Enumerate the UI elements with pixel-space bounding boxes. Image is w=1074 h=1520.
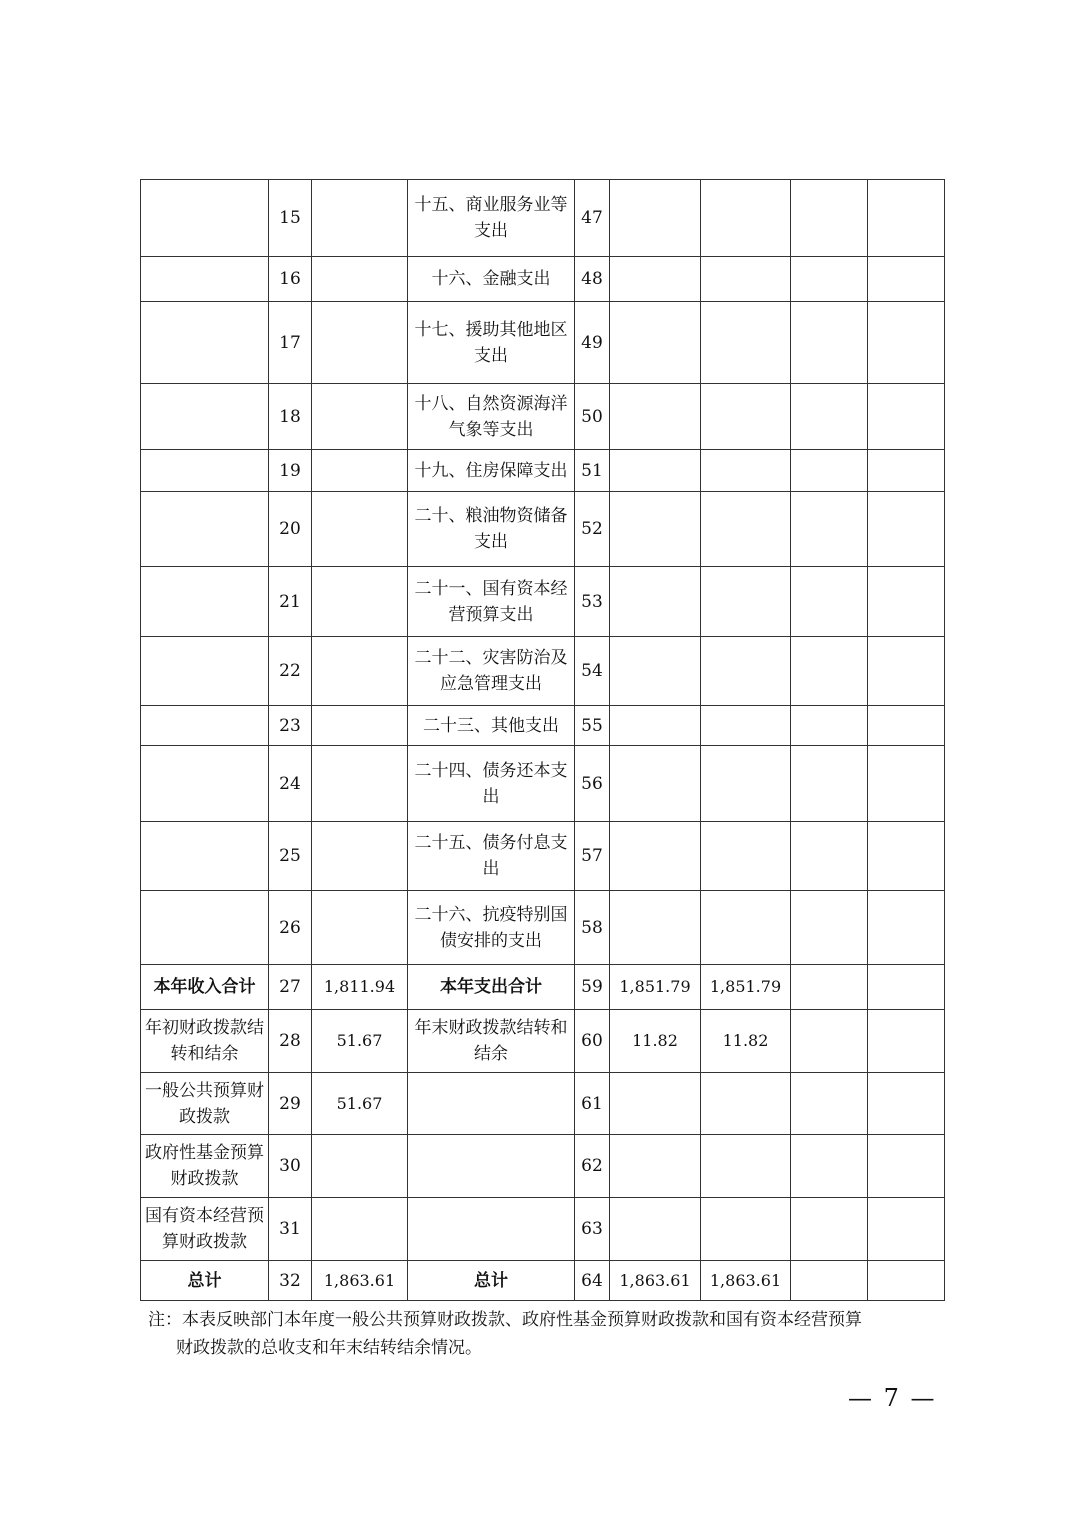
table-cell-g (701, 492, 791, 567)
table-cell-a (141, 706, 269, 746)
table-cell-d (408, 1198, 575, 1261)
table-cell-g: 1,851.79 (701, 965, 791, 1010)
table-cell-f (610, 492, 701, 567)
table-cell-h (791, 891, 868, 965)
table-cell-b: 31 (269, 1198, 312, 1261)
table-cell-c (312, 567, 408, 637)
table-row (141, 706, 945, 746)
table-cell-i (868, 302, 945, 384)
table-cell-d: 本年支出合计 (408, 965, 575, 1010)
table-row (141, 450, 945, 492)
table-cell-h (791, 257, 868, 302)
table-cell-i (868, 1135, 945, 1198)
table-cell-c: 1,811.94 (312, 965, 408, 1010)
table-cell-f (610, 450, 701, 492)
table-cell-e: 47 (575, 180, 610, 257)
table-cell-c (312, 891, 408, 965)
table-cell-c (312, 706, 408, 746)
table-cell-d: 十八、自然资源海洋气象等支出 (408, 384, 575, 450)
table-cell-a (141, 257, 269, 302)
table-cell-c (312, 384, 408, 450)
table-cell-h (791, 637, 868, 706)
table-cell-c (312, 746, 408, 822)
table-cell-e: 64 (575, 1261, 610, 1301)
note-line-1: 注：本表反映部门本年度一般公共预算财政拨款、政府性基金预算财政拨款和国有资本经营预算 (148, 1310, 862, 1330)
table-cell-c: 51.67 (312, 1010, 408, 1073)
table-row (141, 637, 945, 706)
table-cell-b: 28 (269, 1010, 312, 1073)
table-cell-h (791, 706, 868, 746)
table-row (141, 822, 945, 891)
table-cell-i (868, 384, 945, 450)
table-cell-e: 58 (575, 891, 610, 965)
table-cell-e: 48 (575, 257, 610, 302)
table-cell-b: 22 (269, 637, 312, 706)
table-cell-h (791, 746, 868, 822)
table-cell-f (610, 1073, 701, 1135)
table-cell-i (868, 492, 945, 567)
table-cell-d: 年末财政拨款结转和结余 (408, 1010, 575, 1073)
table-cell-b: 32 (269, 1261, 312, 1301)
table-cell-a: 总计 (141, 1261, 269, 1301)
table-cell-a: 一般公共预算财政拨款 (141, 1073, 269, 1135)
table-cell-g (701, 257, 791, 302)
table-cell-h (791, 965, 868, 1010)
table-cell-i (868, 450, 945, 492)
table-cell-h (791, 1198, 868, 1261)
table-cell-g (701, 891, 791, 965)
table-cell-g: 11.82 (701, 1010, 791, 1073)
table-cell-i (868, 965, 945, 1010)
table-row (141, 567, 945, 637)
table-cell-e: 55 (575, 706, 610, 746)
table-cell-a (141, 384, 269, 450)
table-cell-i (868, 1010, 945, 1073)
table-cell-g (701, 706, 791, 746)
table-cell-f (610, 706, 701, 746)
table-cell-a (141, 822, 269, 891)
table-cell-c (312, 257, 408, 302)
table-cell-f (610, 180, 701, 257)
table-note (148, 1306, 948, 1362)
table-cell-a (141, 492, 269, 567)
table-cell-i (868, 567, 945, 637)
table-cell-f (610, 302, 701, 384)
note-line-2: 财政拨款的总收支和年末结转结余情况。 (176, 1338, 482, 1358)
table-cell-d: 二十三、其他支出 (408, 706, 575, 746)
table-row (141, 1261, 945, 1301)
table-cell-f: 11.82 (610, 1010, 701, 1073)
table-row (141, 891, 945, 965)
table-cell-g (701, 180, 791, 257)
table-cell-c: 51.67 (312, 1073, 408, 1135)
table-cell-g (701, 1198, 791, 1261)
table-cell-e: 57 (575, 822, 610, 891)
table-cell-h (791, 450, 868, 492)
table-cell-g (701, 822, 791, 891)
table-cell-c (312, 822, 408, 891)
table-cell-h (791, 492, 868, 567)
table-cell-i (868, 637, 945, 706)
table-cell-d: 二十一、国有资本经营预算支出 (408, 567, 575, 637)
table-row (141, 965, 945, 1010)
table-row (141, 302, 945, 384)
table-cell-a: 政府性基金预算财政拨款 (141, 1135, 269, 1198)
table-cell-b: 30 (269, 1135, 312, 1198)
table-cell-i (868, 1198, 945, 1261)
table-cell-e: 54 (575, 637, 610, 706)
table-cell-h (791, 1010, 868, 1073)
table-cell-e: 62 (575, 1135, 610, 1198)
table-cell-e: 56 (575, 746, 610, 822)
table-cell-g (701, 1073, 791, 1135)
table-cell-b: 20 (269, 492, 312, 567)
table-cell-c (312, 1198, 408, 1261)
table-cell-c (312, 180, 408, 257)
table-cell-a (141, 450, 269, 492)
table-cell-b: 24 (269, 746, 312, 822)
table-cell-a (141, 637, 269, 706)
table-cell-h (791, 180, 868, 257)
table-cell-i (868, 822, 945, 891)
table-row (141, 257, 945, 302)
table-cell-d: 十六、金融支出 (408, 257, 575, 302)
table-cell-f: 1,851.79 (610, 965, 701, 1010)
table-cell-d: 二十二、灾害防治及应急管理支出 (408, 637, 575, 706)
table-cell-a (141, 180, 269, 257)
table-cell-i (868, 706, 945, 746)
table-cell-h (791, 1135, 868, 1198)
table-cell-a (141, 1198, 269, 1261)
table-cell-f (610, 822, 701, 891)
table-cell-b: 27 (269, 965, 312, 1010)
table-row (141, 1010, 945, 1073)
page-number: — 7 — (848, 1384, 937, 1412)
table-row (141, 180, 945, 257)
table-row (141, 1198, 945, 1261)
table-row (141, 746, 945, 822)
table-cell-d: 二十五、债务付息支出 (408, 822, 575, 891)
table-cell-h (791, 384, 868, 450)
table-cell-f (610, 1135, 701, 1198)
table-cell-h (791, 1073, 868, 1135)
table-cell-h (791, 1261, 868, 1301)
table-cell-d: 十七、援助其他地区支出 (408, 302, 575, 384)
table-cell-g (701, 567, 791, 637)
table-cell-g (701, 746, 791, 822)
table-cell-c (312, 302, 408, 384)
table-cell-f (610, 384, 701, 450)
table-cell-c (312, 450, 408, 492)
table-cell-a (141, 567, 269, 637)
table-cell-f (610, 891, 701, 965)
table-cell-e: 60 (575, 1010, 610, 1073)
table-cell-d: 二十、粮油物资储备支出 (408, 492, 575, 567)
table-cell-c: 1,863.61 (312, 1261, 408, 1301)
table-cell-f (610, 637, 701, 706)
table-cell-d: 十五、商业服务业等支出 (408, 180, 575, 257)
table-cell-g (701, 450, 791, 492)
table-cell-g (701, 384, 791, 450)
table-cell-g (701, 302, 791, 384)
table-cell-e: 50 (575, 384, 610, 450)
table-cell-a (141, 302, 269, 384)
table-cell-d (408, 1073, 575, 1135)
table-cell-f (610, 567, 701, 637)
table-cell-i (868, 1073, 945, 1135)
table-cell-e: 61 (575, 1073, 610, 1135)
table-cell-c (312, 637, 408, 706)
table-cell-c (312, 492, 408, 567)
table-cell-e: 49 (575, 302, 610, 384)
table-cell-b: 23 (269, 706, 312, 746)
table-cell-b: 18 (269, 384, 312, 450)
table-cell-b: 15 (269, 180, 312, 257)
table-cell-a (141, 891, 269, 965)
table-cell-a: 本年收入合计 (141, 965, 269, 1010)
table-row (141, 1135, 945, 1198)
table-cell-b: 16 (269, 257, 312, 302)
table-cell-b: 19 (269, 450, 312, 492)
table-cell-c (312, 1135, 408, 1198)
table-cell-d: 十九、住房保障支出 (408, 450, 575, 492)
table-cell-h (791, 302, 868, 384)
table-cell-b: 29 (269, 1073, 312, 1135)
table-cell-e: 53 (575, 567, 610, 637)
table-cell-f (610, 257, 701, 302)
table-cell-b: 25 (269, 822, 312, 891)
table-cell-d (408, 1135, 575, 1198)
table-cell-g (701, 1135, 791, 1198)
table-body (141, 180, 945, 1301)
table-cell-e: 52 (575, 492, 610, 567)
table-cell-d: 二十四、债务还本支出 (408, 746, 575, 822)
table-cell-h (791, 567, 868, 637)
cell-text: 国有资本经营预算财政拨款 (145, 1206, 264, 1252)
budget-table (140, 179, 945, 1301)
cell-text: 年初财政拨款结转和结余 (145, 1018, 264, 1064)
table-cell-b: 21 (269, 567, 312, 637)
table-cell-e: 63 (575, 1198, 610, 1261)
table-cell-g (701, 637, 791, 706)
table-cell-b: 26 (269, 891, 312, 965)
table-cell-i (868, 257, 945, 302)
table-cell-d: 二十六、抗疫特别国债安排的支出 (408, 891, 575, 965)
table-cell-i (868, 891, 945, 965)
table-cell-g: 1,863.61 (701, 1261, 791, 1301)
table-cell-d: 总计 (408, 1261, 575, 1301)
table-cell-f: 1,863.61 (610, 1261, 701, 1301)
table-cell-e: 59 (575, 965, 610, 1010)
table-row (141, 1073, 945, 1135)
table-cell-i (868, 180, 945, 257)
table-row (141, 384, 945, 450)
table-cell-a (141, 1010, 269, 1073)
table-cell-h (791, 822, 868, 891)
table-cell-b: 17 (269, 302, 312, 384)
table-cell-e: 51 (575, 450, 610, 492)
table-cell-i (868, 746, 945, 822)
table-row (141, 492, 945, 567)
table-cell-i (868, 1261, 945, 1301)
table-cell-f (610, 746, 701, 822)
table-cell-a (141, 746, 269, 822)
table-cell-f (610, 1198, 701, 1261)
